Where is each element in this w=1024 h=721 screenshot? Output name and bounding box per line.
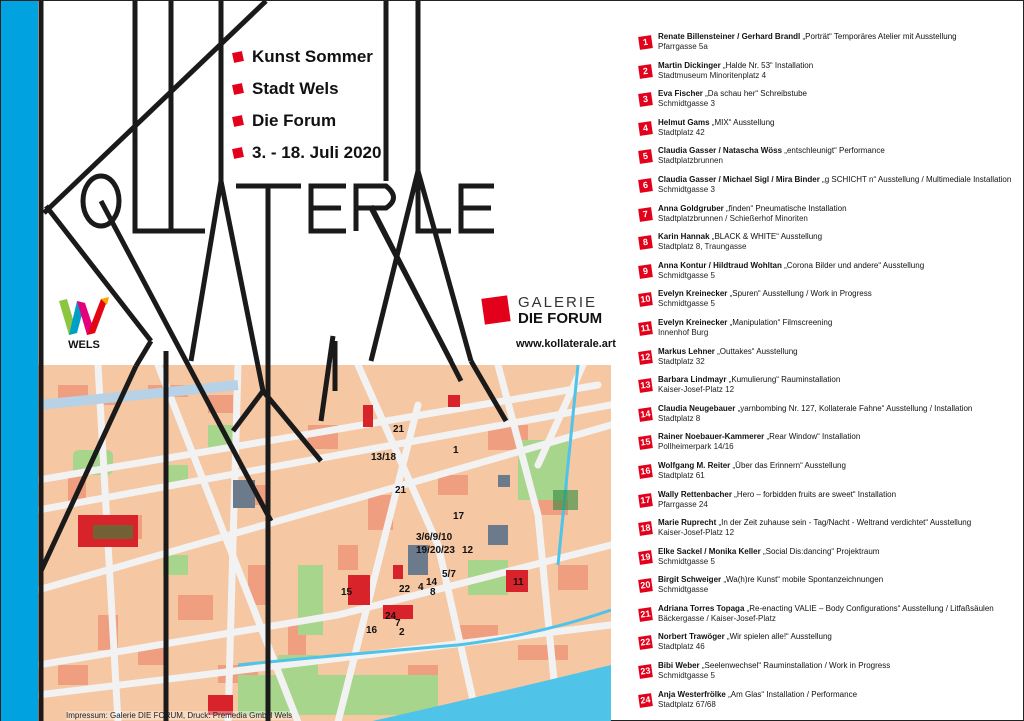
- artist-name: Claudia Neugebauer: [658, 403, 736, 413]
- location: Schmidtgasse 5: [658, 270, 715, 280]
- list-item: [639, 31, 1019, 60]
- location: Stadtplatz 61: [658, 470, 705, 480]
- number-badge: 7: [638, 207, 653, 222]
- list-item: [639, 574, 1019, 603]
- location: Bäckergasse / Kaiser-Josef-Platz: [658, 613, 776, 623]
- artist-name: Birgit Schweiger: [658, 575, 722, 585]
- artist-name: Claudia Gasser / Michael Sigl / Mira Binder: [658, 174, 820, 184]
- location: Stadtplatz 42: [658, 127, 705, 137]
- location: Stadtplatz 8: [658, 413, 701, 423]
- artist-name: Markus Lehner: [658, 346, 715, 356]
- event-info: [233, 41, 381, 169]
- galerie-logo-line2: DIE FORUM: [518, 310, 603, 327]
- list-item: [639, 203, 1019, 232]
- map-marker[interactable]: 16: [366, 625, 378, 636]
- number-badge: 15: [638, 435, 653, 450]
- list-item: [639, 631, 1019, 660]
- list-item: [639, 660, 1019, 689]
- artist-name: Renate Billensteiner / Gerhard Brandl: [658, 32, 801, 41]
- map-marker[interactable]: 24: [385, 611, 397, 622]
- list-item: [639, 603, 1019, 632]
- info-text: Kunst Sommer: [252, 47, 373, 66]
- wels-logo-text: WELS: [68, 339, 100, 351]
- red-square-bullet-icon: [232, 51, 244, 63]
- number-badge: 13: [638, 378, 653, 393]
- work-title: „Re-enacting VALIE – Body Configurations“ Ausstellung / Litfaßsäulen: [744, 603, 994, 613]
- info-item: [233, 105, 381, 137]
- map-marker[interactable]: 4: [418, 582, 424, 593]
- list-item: [639, 88, 1019, 117]
- list-item: [639, 317, 1019, 346]
- number-badge: 4: [638, 121, 653, 136]
- red-square-bullet-icon: [232, 83, 244, 95]
- work-title: „Seelenwechsel“ Rauminstallation / Work in Progress: [699, 661, 891, 671]
- location: Schmidtgasse 5: [658, 671, 715, 681]
- map-marker[interactable]: 13/18: [371, 452, 397, 463]
- work-title: „MIX“ Ausstellung: [709, 117, 775, 127]
- number-badge: 16: [638, 464, 653, 479]
- artist-name: Barbara Lindmayr: [658, 375, 727, 385]
- list-item: [639, 117, 1019, 146]
- blue-side-strip: [1, 1, 38, 721]
- map-marker[interactable]: 22: [399, 584, 411, 595]
- work-title: „Social Dis:dancing“ Projektraum: [760, 546, 880, 556]
- artist-name: Anna Kontur / Hildtraud Wohltan: [658, 260, 782, 270]
- location: Stadtplatz 67/68: [658, 699, 716, 709]
- list-item: [639, 460, 1019, 489]
- number-badge: 11: [638, 321, 653, 336]
- list-item: [639, 546, 1019, 575]
- map-marker[interactable]: 12: [462, 545, 474, 556]
- artist-name: Elke Sackel / Monika Keller: [658, 546, 761, 556]
- location: Stadtplatz 32: [658, 356, 705, 366]
- impressum-text: Impressum: Galerie DIE FORUM, Druck: Premedia GmbH Wels: [66, 711, 293, 720]
- location: Schmidtgasse 5: [658, 299, 715, 309]
- artist-name: Evelyn Kreinecker: [658, 289, 728, 299]
- number-badge: 14: [638, 407, 653, 422]
- artist-list: [639, 31, 1019, 717]
- info-text: 3. - 18. Juli 2020: [252, 143, 382, 162]
- galerie-die-forum-logo: [481, 293, 611, 333]
- number-badge: 10: [638, 293, 653, 308]
- map-marker[interactable]: 11: [513, 577, 524, 588]
- artist-name: Norbert Trawöger: [658, 632, 725, 642]
- artist-name: Karin Hannak: [658, 232, 710, 242]
- list-item: [639, 231, 1019, 260]
- work-title: „Wa(h)re Kunst“ mobile Spontanzeichnungen: [721, 575, 884, 585]
- map-graphic: [38, 365, 611, 721]
- number-badge: 19: [638, 550, 653, 565]
- map-marker[interactable]: 2: [399, 627, 405, 638]
- artist-name: Wolfgang M. Reiter: [658, 460, 731, 470]
- artist-name: Bibi Weber: [658, 661, 700, 671]
- list-item: [639, 431, 1019, 460]
- list-item: [639, 288, 1019, 317]
- number-badge: 21: [638, 607, 653, 622]
- number-badge: 6: [638, 178, 653, 193]
- work-title: „entschleunigt“ Performance: [782, 146, 885, 156]
- map-marker[interactable]: 3/6/9/10: [416, 532, 453, 543]
- list-item: [639, 689, 1019, 718]
- galerie-logo-line1: GALERIE: [518, 294, 598, 311]
- number-badge: 12: [638, 350, 653, 365]
- artist-name: Claudia Gasser / Natascha Wöss: [658, 146, 783, 156]
- artist-name: Marie Ruprecht: [658, 518, 717, 528]
- list-item: [639, 346, 1019, 375]
- red-square-bullet-icon: [232, 147, 244, 159]
- location: Schmidtgasse: [658, 585, 709, 595]
- number-badge: 2: [638, 64, 653, 79]
- artist-name: Eva Fischer: [658, 89, 703, 99]
- work-title: „yarnbombing Nr. 127, Kollaterale Fahne“ Ausstellung / Installation: [735, 403, 973, 413]
- map-marker[interactable]: 15: [341, 587, 353, 598]
- red-square-bullet-icon: [232, 115, 244, 127]
- work-title: „Outtakes“ Ausstellung: [714, 346, 798, 356]
- work-title: „Rear Window“ Installation: [764, 432, 861, 442]
- map-marker[interactable]: 1: [453, 445, 459, 456]
- work-title: „BLACK & WHITE“ Ausstellung: [709, 232, 823, 242]
- number-badge: 20: [638, 578, 653, 593]
- number-badge: 9: [638, 264, 653, 279]
- list-item: [639, 517, 1019, 546]
- location: Kaiser-Josef-Platz 12: [658, 528, 735, 538]
- work-title: „Da schau her“ Schreibstube: [702, 89, 807, 99]
- artist-name: Anna Goldgruber: [658, 203, 724, 213]
- map-marker[interactable]: 19/20/23: [416, 545, 455, 556]
- location: Schmidtgasse 3: [658, 99, 715, 109]
- website-link[interactable]: www.kollaterale.art: [516, 338, 616, 350]
- work-title: „g SCHICHT n“ Ausstellung / Multimediale Installation: [819, 174, 1012, 184]
- number-badge: 22: [638, 636, 653, 651]
- work-title: „Manipulation“ Filmscreening: [727, 317, 833, 327]
- work-title: „Am Glas“ Installation / Performance: [725, 689, 858, 699]
- artist-name: Evelyn Kreinecker: [658, 317, 728, 327]
- number-badge: 24: [638, 693, 653, 708]
- number-badge: 5: [638, 150, 653, 165]
- wels-logo: [57, 297, 111, 357]
- work-title: „Porträt“ Temporäres Atelier mit Ausstellung: [800, 32, 957, 41]
- list-item: [639, 374, 1019, 403]
- info-text: Die Forum: [252, 111, 337, 130]
- work-title: „Kumulierung“ Rauminstallation: [726, 375, 841, 385]
- number-badge: 23: [638, 664, 653, 679]
- location: Innenhof Burg: [658, 327, 709, 337]
- number-badge: 1: [638, 35, 653, 50]
- work-title: „Über das Erinnern“ Ausstellung: [730, 460, 846, 470]
- list-item: [639, 489, 1019, 518]
- map-marker[interactable]: 21: [395, 485, 407, 496]
- info-item: [233, 137, 381, 169]
- info-text: Stadt Wels: [252, 79, 339, 98]
- work-title: „In der Zeit zuhause sein - Tag/Nacht - Weltrand verdichtet“ Ausstellung: [716, 518, 972, 528]
- location: Stadtplatz 46: [658, 642, 705, 652]
- number-badge: 8: [638, 235, 653, 250]
- map-marker[interactable]: 21: [393, 424, 405, 435]
- artist-name: Helmut Gams: [658, 117, 710, 127]
- work-title: „Hero – forbidden fruits are sweet“ Installation: [731, 489, 897, 499]
- location: Stadtplatzbrunnen / Schießerhof Minoriten: [658, 213, 808, 223]
- number-badge: 17: [638, 493, 653, 508]
- work-title: „Spuren“ Ausstellung / Work in Progress: [727, 289, 872, 299]
- list-item: [639, 260, 1019, 289]
- work-title: „Halde Nr. 53“ Installation: [720, 60, 814, 70]
- map-marker[interactable]: 17: [453, 511, 465, 522]
- artist-name: Anja Westerfrölke: [658, 689, 726, 699]
- wels-w-icon: [57, 297, 111, 337]
- location: Kaiser-Josef-Platz 12: [658, 385, 735, 395]
- location: Stadtmuseum Minoritenplatz 4: [658, 70, 767, 80]
- location: Pollheimerpark 14/16: [658, 442, 734, 452]
- map-marker[interactable]: 14: [426, 577, 438, 588]
- work-title: „Wir spielen alle!“ Ausstellung: [724, 632, 832, 642]
- artist-name: Rainer Noebauer-Kammerer: [658, 432, 765, 442]
- location: Pfarrgasse 5a: [658, 42, 708, 51]
- number-badge: 18: [638, 521, 653, 536]
- artist-name: Martin Dickinger: [658, 60, 721, 70]
- info-item: [233, 41, 381, 73]
- location: Schmidtgasse 5: [658, 556, 715, 566]
- artist-name: Adriana Torres Topaga: [658, 603, 745, 613]
- location: Stadtplatz 8, Traungasse: [658, 242, 747, 252]
- work-title: „finden“ Pneumatische Installation: [723, 203, 847, 213]
- info-item: [233, 73, 381, 105]
- location: Stadtplatzbrunnen: [658, 156, 723, 166]
- artist-name: Wally Rettenbacher: [658, 489, 732, 499]
- map-marker[interactable]: 7: [395, 618, 401, 629]
- list-item: [639, 174, 1019, 203]
- list-item: [639, 145, 1019, 174]
- city-map: [38, 365, 611, 721]
- number-badge: 3: [638, 92, 653, 107]
- list-item: [639, 60, 1019, 89]
- location: Schmidtgasse 3: [658, 184, 715, 194]
- list-item: [639, 403, 1019, 432]
- map-marker[interactable]: 5/7: [442, 569, 456, 580]
- work-title: „Corona Bilder und andere“ Ausstellung: [781, 260, 925, 270]
- location: Pfarrgasse 24: [658, 499, 708, 509]
- map-marker[interactable]: 8: [430, 587, 436, 598]
- red-square-logo-icon: [481, 295, 510, 324]
